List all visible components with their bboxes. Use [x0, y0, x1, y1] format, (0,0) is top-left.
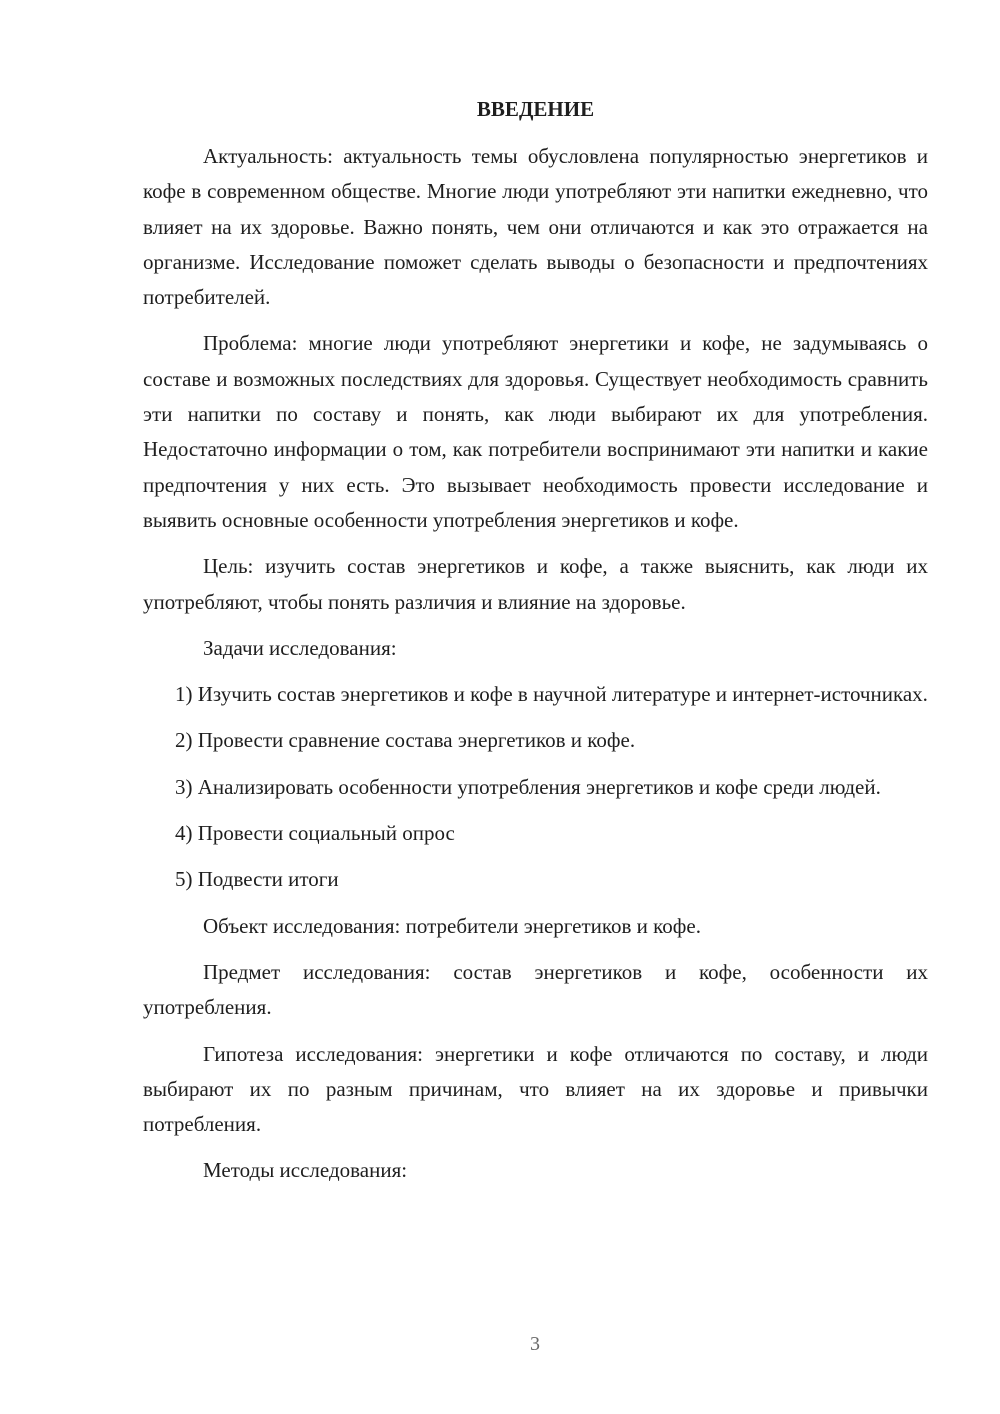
page-number: 3	[530, 1333, 540, 1355]
tasks-heading: Задачи исследования:	[203, 635, 397, 660]
task-item: 5) Подвести итоги	[175, 867, 339, 892]
subject-paragraph: Предмет исследования: состав энергетиков и кофе, особенности их употребления.	[143, 959, 928, 1020]
task-item: 3) Анализировать особенности употребления энергетиков и кофе среди людей.	[175, 774, 881, 799]
goal-paragraph: Цель: изучить состав энергетиков и кофе, а также выяснить, как люди их употребляют, чтобы понять различия и влияние на здоровье.	[143, 554, 928, 614]
problem-paragraph: Проблема: многие люди употребляют энергетики и кофе, не задумываясь о составе и возможных последствиях для здоровья. Существует необходимость сравнить эти напитки по составу и понять, как люди выбирают их для употребления. Недостаточно информации о том, как потребители воспринимают эти напитки и какие предпочтения у них есть. Это вызывает необходимость провести исследование и выявить основные особенности употребления энергетиков и кофе.	[143, 331, 928, 532]
methods-heading: Методы исследования:	[203, 1158, 408, 1183]
task-item: 2) Провести сравнение состава энергетиков и кофе.	[175, 728, 636, 753]
task-item: 1) Изучить состав энергетиков и кофе в научной литературе и интернет-источниках.	[175, 682, 928, 707]
section-title: ВВЕДЕНИЕ	[476, 97, 595, 121]
object-paragraph: Объект исследования: потребители энергетиков и кофе.	[203, 913, 701, 938]
hypothesis-paragraph: Гипотеза исследования: энергетики и кофе отличаются по составу, и люди выбирают их по разным причинам, что влияет на их здоровье и привычки потребления.	[143, 1041, 928, 1137]
page-body	[143, 92, 928, 1200]
relevance-paragraph: Актуальность: актуальность темы обусловлена популярностью энергетиков и кофе в современном обществе. Многие люди употребляют эти напитки ежедневно, что влияет на их здоровье. Важно понять, чем они отличаются и как это отражается на организме. Исследование поможет сделать выводы о безопасности и предпочтениях потребителей.	[143, 144, 928, 310]
task-item: 4) Провести социальный опрос	[175, 821, 455, 846]
